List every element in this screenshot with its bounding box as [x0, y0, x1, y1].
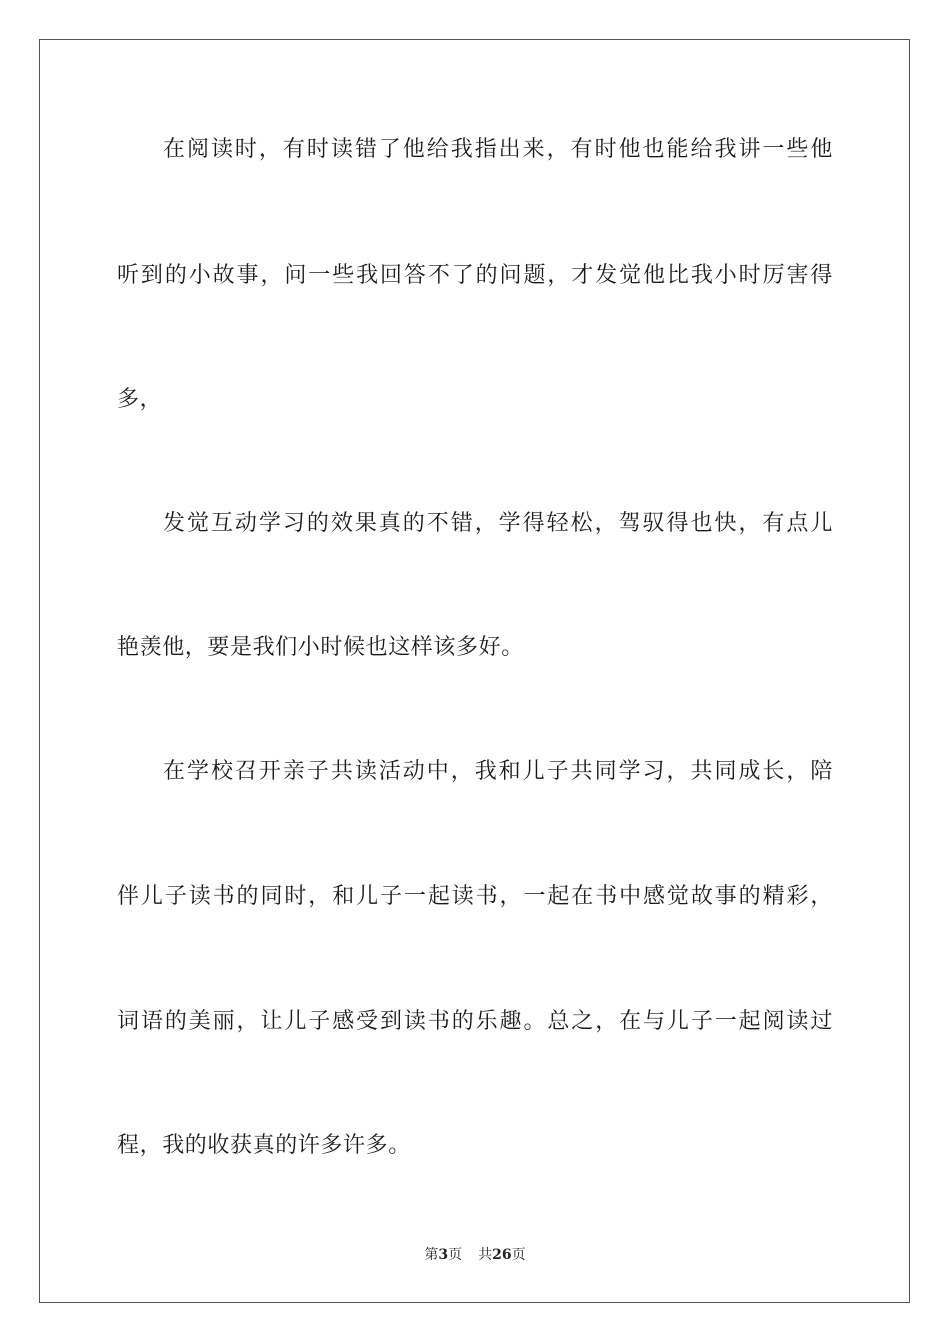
total-suffix: 页 [511, 1247, 526, 1263]
paragraph-line: 程，我的收获真的许多许多。 [117, 1133, 411, 1158]
page-footer [0, 1245, 950, 1265]
paragraph-line: 词语的美丽，让儿子感受到读书的乐趣。总之，在与儿子一起阅读过 [117, 1009, 833, 1034]
paragraph-line: 在学校召开亲子共读活动中，我和儿子共同学习，共同成长，陪 [163, 759, 833, 784]
paragraph-line: 听到的小故事，问一些我回答不了的问题，才发觉他比我小时厉害得 [117, 263, 833, 288]
paragraph-line: 在阅读时，有时读错了他给我指出来，有时他也能给我讲一些他 [163, 137, 833, 162]
page-number: 3 [438, 1247, 449, 1263]
page-suffix: 页 [448, 1247, 463, 1263]
total-prefix: 共 [478, 1247, 493, 1263]
paragraph-line: 多， [117, 387, 163, 412]
paragraph-line: 伴儿子读书的同时，和儿子一起读书，一起在书中感觉故事的精彩， [117, 884, 833, 909]
page-border [39, 39, 910, 1303]
paragraph-line: 艳羡他，要是我们小时候也这样该多好。 [117, 635, 524, 660]
total-pages: 26 [492, 1247, 512, 1263]
paragraph-line: 发觉互动学习的效果真的不错，学得轻松，驾驭得也快，有点儿 [163, 511, 833, 536]
page-prefix: 第 [424, 1247, 439, 1263]
